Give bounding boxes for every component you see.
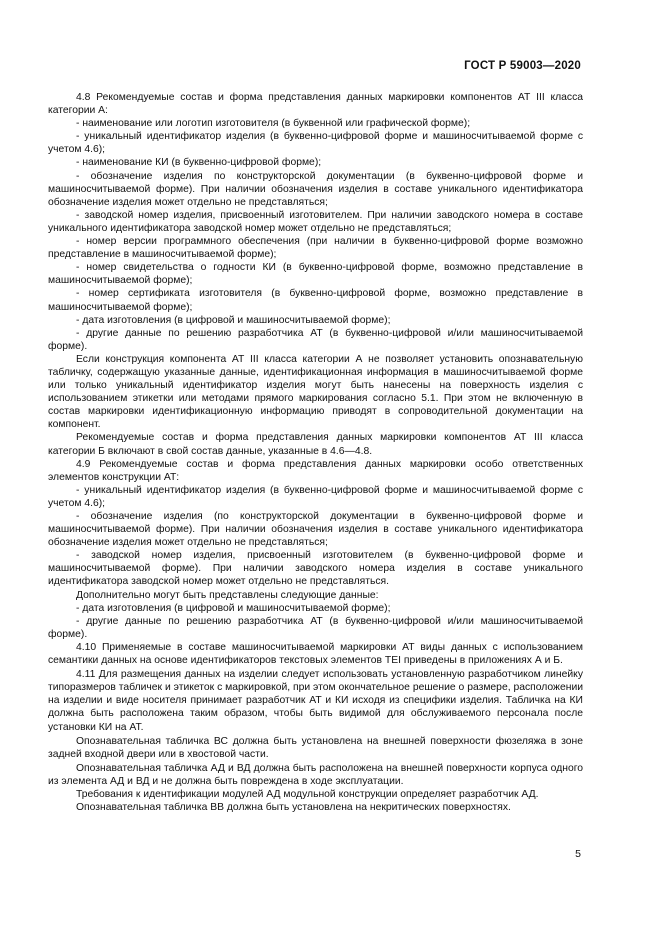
paragraph: Опознавательная табличка ВС должна быть установлена на внешней поверхности фюзеляжа в зоне задней входной двери или в хвостовой части. — [48, 735, 583, 760]
paragraph-4-10: 4.10 Применяемые в составе машиносчитываемой маркировки АТ виды данных с использованием семантики данных на основе идентификаторов текстовых элементов TEI приведены в приложениях А и Б. — [48, 641, 583, 667]
paragraph: Дополнительно могут быть представлены следующие данные: — [76, 589, 379, 601]
standard-number: ГОСТ Р 59003—2020 — [464, 60, 581, 72]
list-item: - обозначение изделия по конструкторской документации (в буквенно-цифровой форме и машиносчитываемой форме). При наличии обозначения изделия в составе уникального идентификатора обозначение изделия может отдельно не представляться; — [48, 170, 583, 208]
list-item: - другие данные по решению разработчика АТ (в буквенно-цифровой и/или машиносчитываемой форме). — [48, 327, 583, 352]
paragraph-4-11: 4.11 Для размещения данных на изделии следует использовать установленную разработчиком линейку типоразмеров табличек и этикеток с маркировкой, при этом окончательное решение о размере, расположении на изделии и виде носителя принимает разработчик АТ и КИ исходя из специфики изделия. Табличка на КИ должна быть расположена таким образом, чтобы быть видимой для обслуживаемого персонала после установки КИ на АТ. — [48, 669, 583, 733]
paragraph: Рекомендуемые состав и форма представления данных маркировки компонентов АТ III класса категории Б включают в свой состав данные, указанные в 4.6—4.8. — [48, 432, 583, 457]
list-item: - номер сертификата изготовителя (в буквенно-цифровой форме, возможно представление в машиносчитываемой форме); — [48, 288, 583, 313]
page-number: 5 — [575, 848, 581, 860]
paragraph-4-9: 4.9 Рекомендуемые состав и форма представления данных маркировки особо ответственных элементов конструкции АТ: — [48, 458, 583, 483]
list-item: - наименование КИ (в буквенно-цифровой форме); — [76, 157, 322, 169]
paragraph-4-8: 4.8 Рекомендуемые состав и форма представления данных маркировки компонентов АТ III класса категории А: — [48, 92, 583, 117]
list-item: - номер версии программного обеспечения (при наличии в буквенно-цифровой форме возможно представление в машиносчитываемой форме); — [48, 236, 583, 261]
document-body — [48, 91, 583, 814]
list-item: - дата изготовления (в цифровой и машиносчитываемой форме); — [76, 314, 391, 326]
list-item: - уникальный идентификатор изделия (в буквенно-цифровой форме и машиносчитываемой форме с учетом 4.6); — [48, 131, 583, 156]
list-item: - дата изготовления (в цифровой и машиносчитываемой форме); — [76, 602, 391, 614]
list-item: - заводской номер изделия, присвоенный изготовителем. При наличии заводского номера в составе уникального идентификатора заводской номер может отдельно не представляться; — [48, 209, 583, 234]
paragraph: Опознавательная табличка АД и ВД должна быть расположена на внешней поверхности корпуса одного из элемента АД и ВД и не должна быть повреждена в ходе эксплуатации. — [48, 762, 583, 787]
list-item: - номер свидетельства о годности КИ (в буквенно-цифровой форме, возможно представление в машиносчитываемой форме); — [48, 262, 583, 287]
list-item: - обозначение изделия (по конструкторской документации в буквенно-цифровой форме и машиносчитываемой форме). При наличии обозначения изделия в составе уникального идентификатора обозначение изделия может отдельно не представляться; — [48, 511, 583, 549]
list-item: - уникальный идентификатор изделия (в буквенно-цифровой форме и машиносчитываемой форме с учетом 4.6); — [48, 484, 583, 509]
paragraph: Опознавательная табличка ВВ должна быть установлена на некритических поверхностях. — [76, 802, 511, 814]
list-item: - другие данные по решению разработчика АТ (в буквенно-цифровой и/или машиносчитываемой форме). — [48, 615, 583, 640]
paragraph: Требования к идентификации модулей АД модульной конструкции определяет разработчик АД. — [76, 788, 539, 800]
list-item: - наименование или логотип изготовителя (в буквенной или графической форме); — [76, 118, 471, 130]
paragraph: Если конструкция компонента АТ III класса категории А не позволяет установить опознавательную табличку, содержащую указанные данные, идентификационная информация в машиносчитываемой форме или только уникальный идентификатор изделия могут быть нанесены на поверхность изделия с использованием этикетки или методами прямого маркирования согласно 5.1. При этом не включенную в состав маркировки идентификационную информацию приводят в сопроводительной документации на компонент. — [48, 353, 583, 431]
list-item: - заводской номер изделия, присвоенный изготовителем (в буквенно-цифровой форме и машиносчитываемой форме). При наличии заводского номера изделия в составе уникального идентификатора заводской номер может отдельно не представляться. — [48, 550, 583, 588]
